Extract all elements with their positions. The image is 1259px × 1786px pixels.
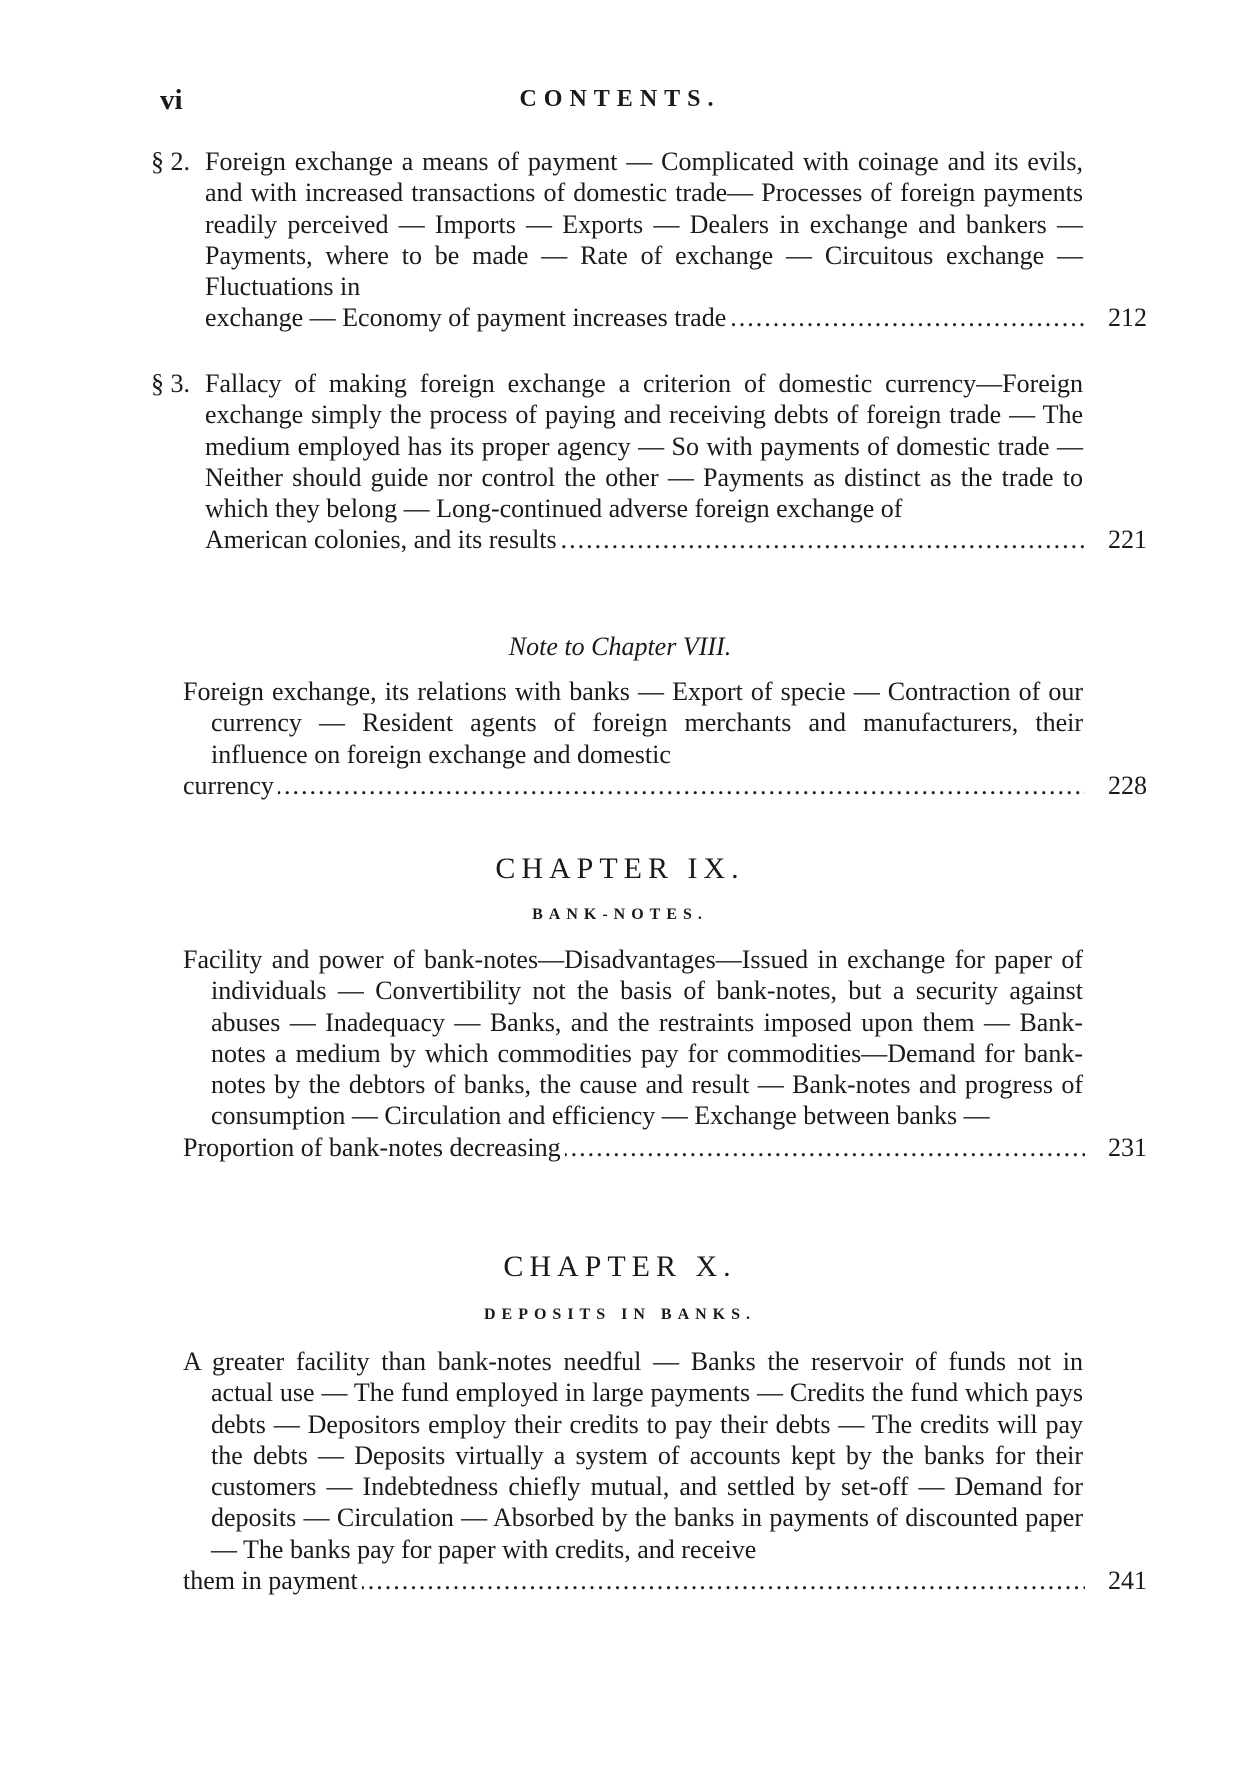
chapter-ix-subtitle: BANK-NOTES.	[532, 906, 708, 923]
dot-leader	[565, 1132, 1085, 1163]
entry-last-line: Proportion of bank-notes decreasing	[183, 1132, 561, 1162]
entry-text: A greater facility than bank-notes needful — Banks the reservoir of funds not in actual use — The fund employed in large payments — Credits the fund which pays debts — Depositors employ their credits to pay their debts — The credits will pay the debts — Deposits virtually a system of accounts kept by the banks for their customers — Indebtedness chiefly mutual, and settled by set-off — Demand for deposits — Circulation — Absorbed by the banks in payments of discounted paper — The banks pay for paper with credits, and receive	[183, 1347, 1083, 1564]
section-marker: § 2.	[151, 147, 190, 176]
entry-text: Foreign exchange, its relations with banks — Export of specie — Contraction of our currency — Resident agents of foreign merchants and manufacturers, their influence on foreign exchange and domestic	[183, 677, 1083, 769]
entry-text: Foreign exchange a means of payment — Complicated with coinage and its evils, and with increased transactions of domestic trade— Processes of foreign payments readily perceived — Imports — Exports — Dealers in exchange and bankers — Payments, where to be made — Rate of exchange — Circuitous exchange — Fluctuations in	[205, 147, 1083, 302]
entry-text: Facility and power of bank-notes—Disadvantages—Issued in exchange for paper of individuals — Convertibility not the basis of bank-notes, but a security against abuses — Inadequacy — Banks, and the restraints imposed upon them — Bank-notes a medium by which commodities pay for commodities—Demand for bank-notes by the debtors of banks, the cause and result — Bank-notes and progress of consumption — Circulation and efficiency — Exchange between banks —	[183, 945, 1083, 1131]
toc-entry-note	[183, 676, 1147, 801]
dot-leader	[730, 302, 1085, 333]
chapter-x-subtitle: DEPOSITS IN BANKS.	[483, 1306, 757, 1323]
toc-entry-chapter-x	[183, 1346, 1147, 1596]
entry-last-line: exchange — Economy of payment increases trade	[205, 303, 727, 333]
entry-last-line: American colonies, and its results	[205, 525, 557, 555]
page-ref: 212	[1108, 303, 1147, 333]
page-ref: 231	[1108, 1132, 1147, 1162]
dot-leader	[561, 524, 1085, 555]
section-marker: § 3.	[151, 369, 190, 398]
page-ref: 241	[1108, 1566, 1147, 1596]
page-ref: 228	[1108, 770, 1147, 800]
dot-leader	[362, 1565, 1085, 1596]
toc-entry-section-3	[151, 368, 1147, 556]
toc-entry-section-2	[151, 146, 1147, 334]
entry-last-line: them in payment	[183, 1566, 358, 1596]
entry-last-line: currency	[183, 770, 274, 800]
dot-leader	[278, 770, 1085, 801]
chapter-x-title: CHAPTER X.	[503, 1250, 737, 1283]
page-number: vi	[160, 84, 183, 116]
note-heading: Note to Chapter VIII.	[508, 632, 732, 661]
toc-entry-chapter-ix	[183, 944, 1147, 1163]
entry-text: Fallacy of making foreign exchange a criterion of domestic currency—Foreign exchange simply the process of paying and receiving debts of foreign trade — The medium employed has its proper agency — So with payments of domestic trade — Neither should guide nor control the other — Payments as distinct as the trade to which they belong — Long-continued adverse foreign exchange of	[205, 369, 1083, 524]
page-header	[150, 84, 1090, 124]
running-title: CONTENTS.	[519, 86, 721, 112]
chapter-ix-title: CHAPTER IX.	[495, 852, 745, 885]
page-ref: 221	[1108, 525, 1147, 555]
